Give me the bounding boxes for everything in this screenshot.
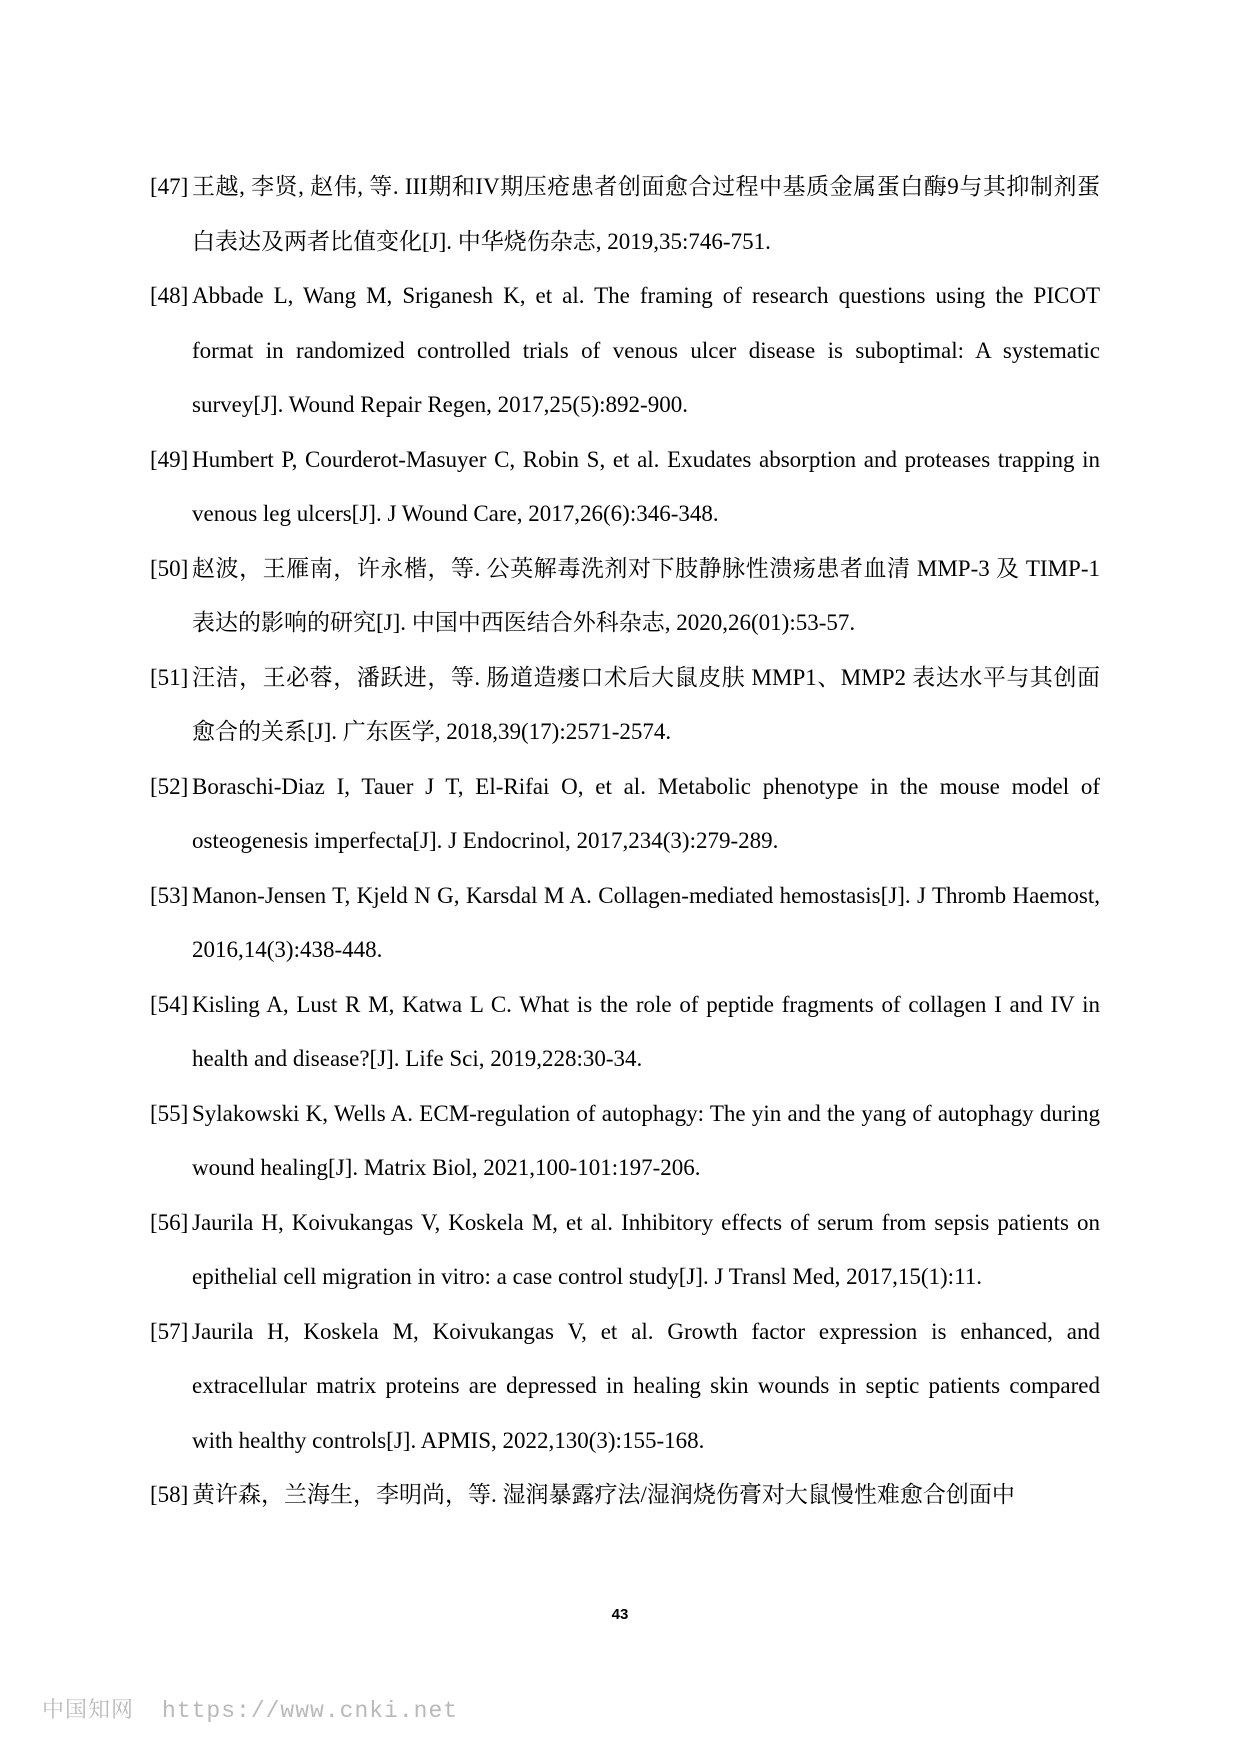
reference-text: Manon-Jensen T, Kjeld N G, Karsdal M A. Collagen-mediated hemostasis[J]. J Thromb Haemost, 2016,14(3):438-448. <box>192 882 1100 962</box>
reference-text: Jaurila H, Koivukangas V, Koskela M, et al. Inhibitory effects of serum from sepsis patients on epithelial cell migration in vitro: a case control study[J]. J Transl Med, 2017,15(1):11. <box>192 1209 1100 1289</box>
reference-item <box>150 1196 1100 1305</box>
cnki-watermark <box>42 1693 458 1724</box>
reference-item <box>150 160 1100 269</box>
reference-item <box>150 651 1100 760</box>
reference-number: [58] <box>150 1482 189 1507</box>
reference-item <box>150 542 1100 651</box>
watermark-url: https://www.cnki.net <box>162 1698 459 1724</box>
reference-number: [54] <box>150 991 189 1017</box>
reference-number: [56] <box>150 1209 189 1235</box>
reference-text: 汪洁，王必蓉，潘跃进，等. 肠道造瘘口术后大鼠皮肤 MMP1、MMP2 表达水平与其创面愈合的关系[J]. 广东医学, 2018,39(17):2571-2574. <box>192 664 1100 744</box>
reference-text: 王越, 李贤, 赵伟, 等. III期和IV期压疮患者创面愈合过程中基质金属蛋白酶9与其抑制剂蛋白表达及两者比值变化[J]. 中华烧伤杂志, 2019,35:746-751. <box>192 174 1100 254</box>
reference-text: Abbade L, Wang M, Sriganesh K, et al. The framing of research questions using the PICOT format in randomized controlled trials of venous ulcer disease is suboptimal: A systematic survey[J]. Wound Repair Regen, 2017,25(5):892-900. <box>192 283 1100 417</box>
reference-item <box>150 269 1100 433</box>
reference-item <box>150 760 1100 869</box>
reference-item <box>150 433 1100 542</box>
reference-number: [50] <box>150 555 189 581</box>
reference-item <box>150 1468 1100 1523</box>
reference-text: Boraschi-Diaz I, Tauer J T, El-Rifai O, et al. Metabolic phenotype in the mouse model of osteogenesis imperfecta[J]. J Endocrinol, 2017,234(3):279-289. <box>192 773 1100 853</box>
reference-number: [53] <box>150 882 189 908</box>
reference-number: [55] <box>150 1100 189 1126</box>
reference-text: Sylakowski K, Wells A. ECM-regulation of autophagy: The yin and the yang of autophagy during wound healing[J]. Matrix Biol, 2021,100-101:197-206. <box>192 1100 1100 1180</box>
reference-number: [51] <box>150 664 189 690</box>
reference-text: 赵波，王雁南，许永楷，等. 公英解毒洗剂对下肢静脉性溃疡患者血清 MMP-3 及 TIMP-1 表达的影响的研究[J]. 中国中西医结合外科杂志, 2020,26(01):53-57. <box>192 555 1100 635</box>
reference-number: [52] <box>150 773 189 799</box>
reference-list <box>150 160 1100 1523</box>
reference-text: Jaurila H, Koskela M, Koivukangas V, et al. Growth factor expression is enhanced, and extracellular matrix proteins are depressed in healing skin wounds in septic patients compared with healthy controls[J]. APMIS, 2022,130(3):155-168. <box>192 1318 1100 1453</box>
reference-item <box>150 1087 1100 1196</box>
reference-text: 黄许森，兰海生，李明尚，等. 湿润暴露疗法/湿润烧伤膏对大鼠慢性难愈合创面中 <box>192 1482 1015 1507</box>
reference-number: [49] <box>150 446 189 472</box>
reference-item <box>150 1305 1100 1469</box>
watermark-name: 中国知网 <box>42 1698 135 1723</box>
reference-item <box>150 869 1100 978</box>
reference-item <box>150 978 1100 1087</box>
reference-text: Kisling A, Lust R M, Katwa L C. What is the role of peptide fragments of collagen I and IV in health and disease?[J]. Life Sci, 2019,228:30-34. <box>192 991 1100 1071</box>
page-number: 43 <box>611 1606 629 1623</box>
reference-number: [57] <box>150 1318 189 1344</box>
reference-number: [47] <box>150 174 189 199</box>
reference-text: Humbert P, Courderot-Masuyer C, Robin S, et al. Exudates absorption and proteases trapping in venous leg ulcers[J]. J Wound Care, 2017,26(6):346-348. <box>192 446 1100 526</box>
reference-number: [48] <box>150 283 189 308</box>
